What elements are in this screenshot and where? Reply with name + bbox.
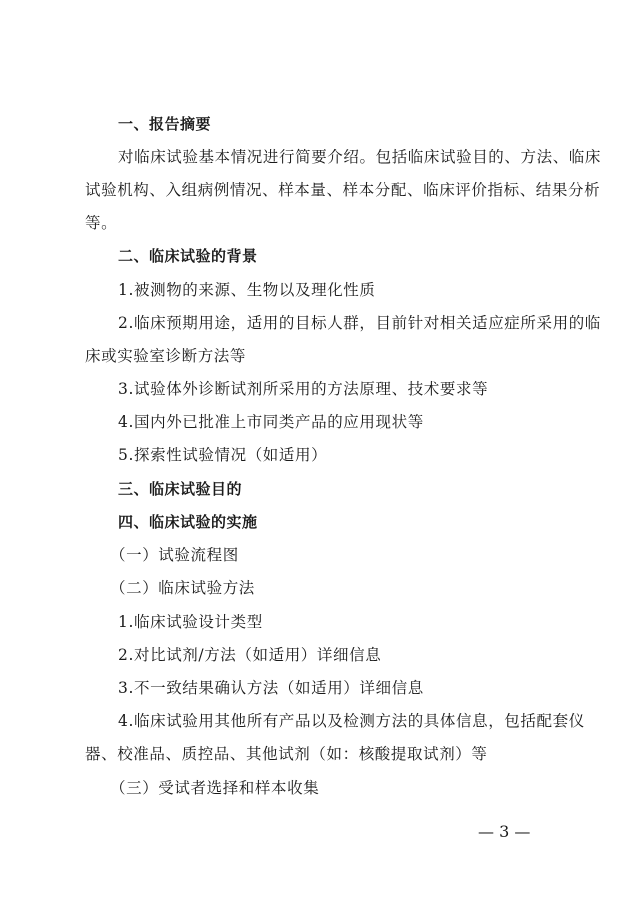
section-heading-1: 一、报告摘要 (118, 115, 212, 133)
section-heading-2: 二、临床试验的背景 (118, 247, 258, 265)
list-item: 3.不一致结果确认方法（如适用）详细信息 (118, 679, 424, 697)
section-heading-3: 三、临床试验目的 (118, 480, 243, 498)
list-item: 4.临床试验用其他所有产品以及检测方法的具体信息，包括配套仪 (118, 712, 585, 730)
subsection-title: （一）试验流程图 (110, 546, 239, 564)
list-item: 1.被测物的来源、生物以及理化性质 (118, 281, 376, 299)
page-number: — 3 — (478, 822, 531, 841)
list-item: 2.临床预期用途，适用的目标人群，目前针对相关适应症所采用的临 (118, 314, 601, 332)
subsection-title: （二）临床试验方法 (110, 579, 255, 597)
list-item: 4.国内外已批准上市同类产品的应用现状等 (118, 413, 424, 431)
list-item-continuation: 床或实验室诊断方法等 (85, 347, 247, 365)
list-item-continuation: 器、校准品、质控品、其他试剂（如：核酸提取试剂）等 (85, 745, 488, 763)
list-item: 2.对比试剂/方法（如适用）详细信息 (118, 646, 382, 664)
list-item: 1.临床试验设计类型 (118, 613, 263, 631)
paragraph-line: 试验机构、入组病例情况、样本量、样本分配、临床评价指标、结果分析 (85, 181, 601, 199)
list-item: 5.探索性试验情况（如适用） (118, 446, 328, 464)
subsection-title: （三）受试者选择和样本收集 (110, 779, 320, 797)
list-item: 3.试验体外诊断试剂所采用的方法原理、技术要求等 (118, 380, 489, 398)
section-heading-4: 四、临床试验的实施 (118, 513, 258, 531)
paragraph-line: 等。 (85, 214, 118, 232)
paragraph-line: 对临床试验基本情况进行简要介绍。包括临床试验目的、方法、临床 (118, 148, 602, 166)
